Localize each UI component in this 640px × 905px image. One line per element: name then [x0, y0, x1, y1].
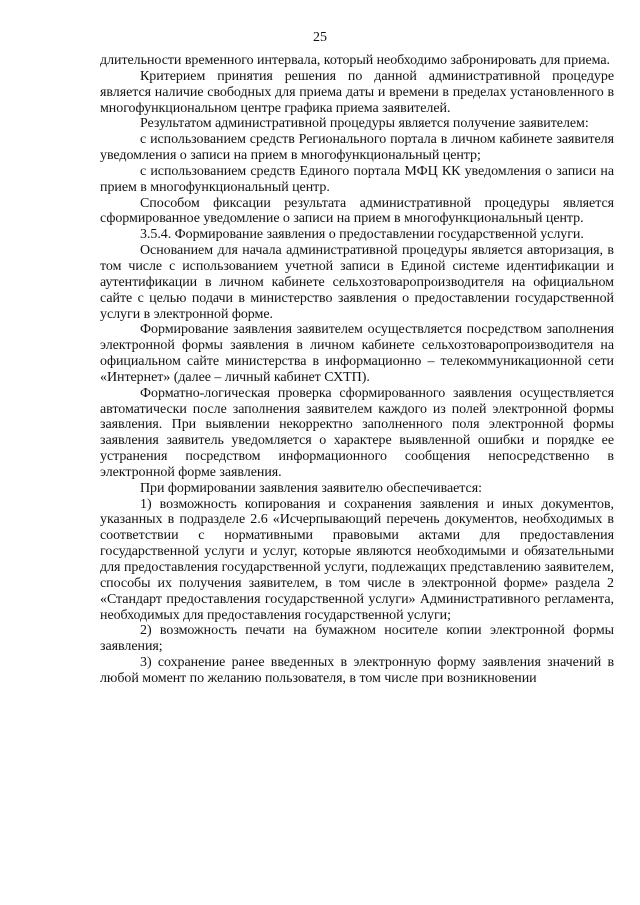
document-body [100, 53, 614, 687]
paragraph-result-fixation: Способом фиксации результата административной процедуры является сформированное уведомление о записи на прием в многофункциональный центр. [100, 195, 614, 227]
paragraph-regional-portal: с использованием средств Регионального портала в личном кабинете заявителя уведомления о записи на прием в многофункциональный центр; [100, 132, 614, 164]
list-item-3: 3) сохранение ранее введенных в электронную форму заявления значений в любой момент по желанию пользователя, в том числе при возникновении [100, 655, 614, 686]
paragraph-procedure-result: Результатом административной процедуры является получение заявителем: [140, 116, 589, 132]
paragraph-mfc-portal: с использованием средств Единого портала МФЦ КК уведомления о записи на прием в многофункциональный центр. [100, 163, 614, 195]
paragraph-format-check: Форматно-логическая проверка сформированного заявления осуществляется автоматически после заполнения заявителем каждого из полей электронной формы заявления. При выявлении некорректно заполненного поля электронной формы заявления заявитель уведомляется о характере выявленной ошибки и порядке ее устранения посредством информационного сообщения непосредственно в электронной форме заявления. [100, 385, 614, 480]
list-item-1: 1) возможность копирования и сохранения заявления и иных документов, указанных в подразделе 2.6 «Исчерпывающий перечень документов, необходимых в соответствии с нормативными правовыми актами для предоставления государственной услуги и услуг, которые являются необходимыми и обязательными для предоставления государственной услуги, подлежащих представлению заявителем, способы их получения заявителем, в том числе в электронной форме» раздела 2 «Стандарт предоставления государственной услуги» Административного регламента, необходимых для предоставления государственной услуги; [100, 496, 614, 623]
paragraph-authorization-basis: Основанием для начала административной процедуры является авторизация, в том числе с использованием учетной записи в Единой системе идентификации и аутентификации в личном кабинете сельхозтоваропроизводителя на официальном сайте с целью подачи в министерство заявления о предоставлении государственной услуги в электронной форме. [100, 243, 614, 322]
section-heading-3-5-4: 3.5.4. Формирование заявления о предоставлении государственной услуги. [140, 227, 584, 243]
paragraph-continuation: длительности временного интервала, который необходимо забронировать для приема. [100, 53, 611, 68]
paragraph-form-filling: Формирование заявления заявителем осуществляется посредством заполнения электронной формы заявления в личном кабинете сельхозтоваропроизводителя на официальном сайте министерства в информационно – телекоммуникационной сети «Интернет» (далее – личный кабинет СХТП). [100, 322, 614, 385]
paragraph-provision-intro: При формировании заявления заявителю обеспечивается: [140, 480, 482, 496]
list-item-2: 2) возможность печати на бумажном носителе копии электронной формы заявления; [100, 623, 614, 655]
paragraph-decision-criterion: Критерием принятия решения по данной административной процедуре является наличие свободных для приема даты и времени в пределах установленного в многофункциональном центре графика приема заявителей. [100, 68, 614, 116]
page-number: 25 [313, 30, 327, 45]
